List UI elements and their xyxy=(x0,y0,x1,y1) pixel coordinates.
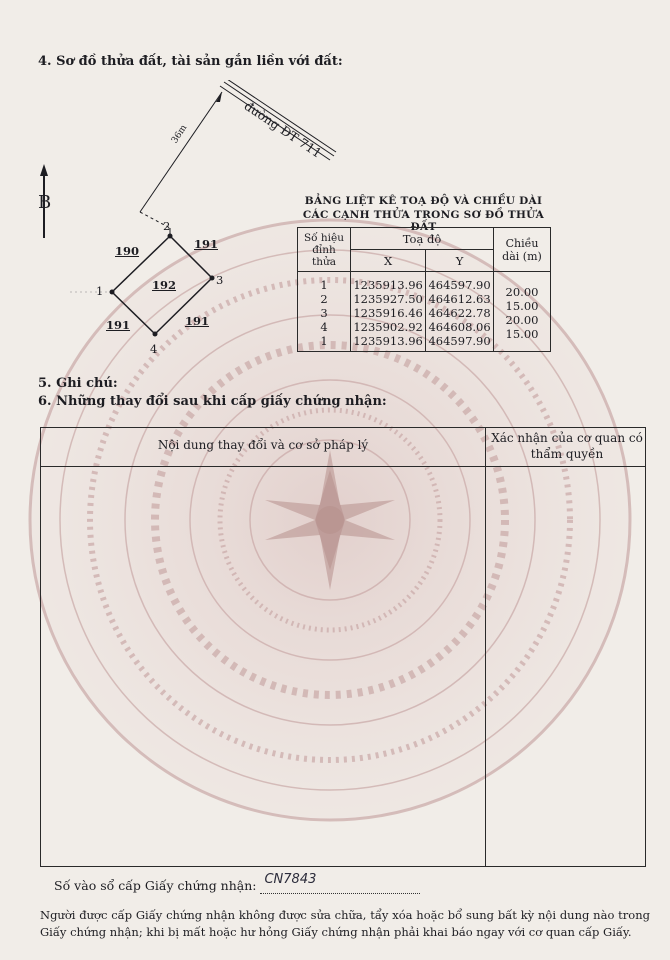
table-row-length: 15.00 xyxy=(505,327,539,341)
changes-table xyxy=(40,427,646,867)
coord-table-title-2: CÁC CẠNH THỬA TRONG SƠ ĐỒ THỬA ĐẤT xyxy=(302,209,545,233)
section-4-title: 4. Sơ đồ thửa đất, tài sản gắn liền với đất: xyxy=(38,54,343,69)
vertex-label-3: 3 xyxy=(216,273,224,287)
table-row-y: 464597.90 xyxy=(428,334,491,348)
y-column xyxy=(426,272,494,352)
table-row-point: 1 xyxy=(320,278,328,292)
table-row-y: 464612.63 xyxy=(428,292,491,306)
table-row-length: 20.00 xyxy=(505,313,539,327)
col-y-header: Y xyxy=(426,250,494,272)
footer-note: Người được cấp Giấy chứng nhận không được sửa chữa, tẩy xóa hoặc bổ sung bất kỳ nội dung nào trong Giấy chứng nhận; khi bị mất hoặc hư hỏng Giấy chứng nhận phải khai báo ngay với cơ quan cấp Giấy. xyxy=(40,908,650,939)
vertex-label-4: 4 xyxy=(150,342,158,356)
col-length-header: Chiều dài (m) xyxy=(494,228,551,272)
table-row-x: 1235916.46 xyxy=(353,306,423,320)
section-5-title: 5. Ghi chú: xyxy=(38,376,118,391)
serial-value: CN7843 xyxy=(264,872,317,887)
col-content-header: Nội dung thay đổi và cơ sở pháp lý xyxy=(157,438,369,452)
table-row-point: 3 xyxy=(320,306,328,320)
section-6-title: 6. Những thay đổi sau khi cấp giấy chứng nhận: xyxy=(38,394,387,409)
table-row-x: 1235927.50 xyxy=(353,292,423,306)
col-point-header: Số hiệu đỉnh thửa xyxy=(298,228,351,272)
parcel-number: 192 xyxy=(152,278,177,292)
table-row-y: 464608.06 xyxy=(428,320,491,334)
coord-table-title-1: BẢNG LIỆT KÊ TOẠ ĐỘ VÀ CHIỀU DÀI xyxy=(304,195,543,207)
table-row-y: 464622.78 xyxy=(428,306,491,320)
col-coord-header: Toạ độ xyxy=(351,228,494,250)
changes-table-divider xyxy=(485,428,486,866)
table-row-y: 464597.90 xyxy=(428,278,491,292)
neighbor-parcel-190: 190 xyxy=(115,244,140,258)
point-column xyxy=(298,272,351,352)
col-confirm-header: Xác nhận của cơ quan có thẩm quyền xyxy=(491,431,643,461)
table-row-point: 4 xyxy=(320,320,328,334)
neighbor-parcel-191-bottom-right: 191 xyxy=(185,314,210,328)
distance-label: 36m xyxy=(170,123,190,146)
x-column xyxy=(351,272,426,352)
neighbor-parcel-191-bottom-left: 191 xyxy=(106,318,131,332)
north-label: B xyxy=(38,192,52,213)
col-x-header: X xyxy=(351,250,426,272)
serial-line xyxy=(54,872,420,894)
coord-table xyxy=(297,227,551,352)
serial-label: Số vào sổ cấp Giấy chứng nhận: xyxy=(54,878,257,893)
serial-dotted-line xyxy=(260,872,420,894)
table-row-x: 1235902.92 xyxy=(353,320,423,334)
vertex-label-2: 2 xyxy=(163,219,171,233)
table-row-x: 1235913.96 xyxy=(353,278,423,292)
vertex-label-1: 1 xyxy=(96,284,104,298)
neighbor-parcel-191-top: 191 xyxy=(194,237,219,251)
length-column xyxy=(494,272,551,352)
table-row-point: 2 xyxy=(320,292,328,306)
table-row-length: 15.00 xyxy=(505,299,539,313)
road-label: đường ĐT 711 xyxy=(241,98,325,161)
table-row-point: 1 xyxy=(320,334,328,348)
table-row-x: 1235913.96 xyxy=(353,334,423,348)
table-row-length: 20.00 xyxy=(505,285,539,299)
